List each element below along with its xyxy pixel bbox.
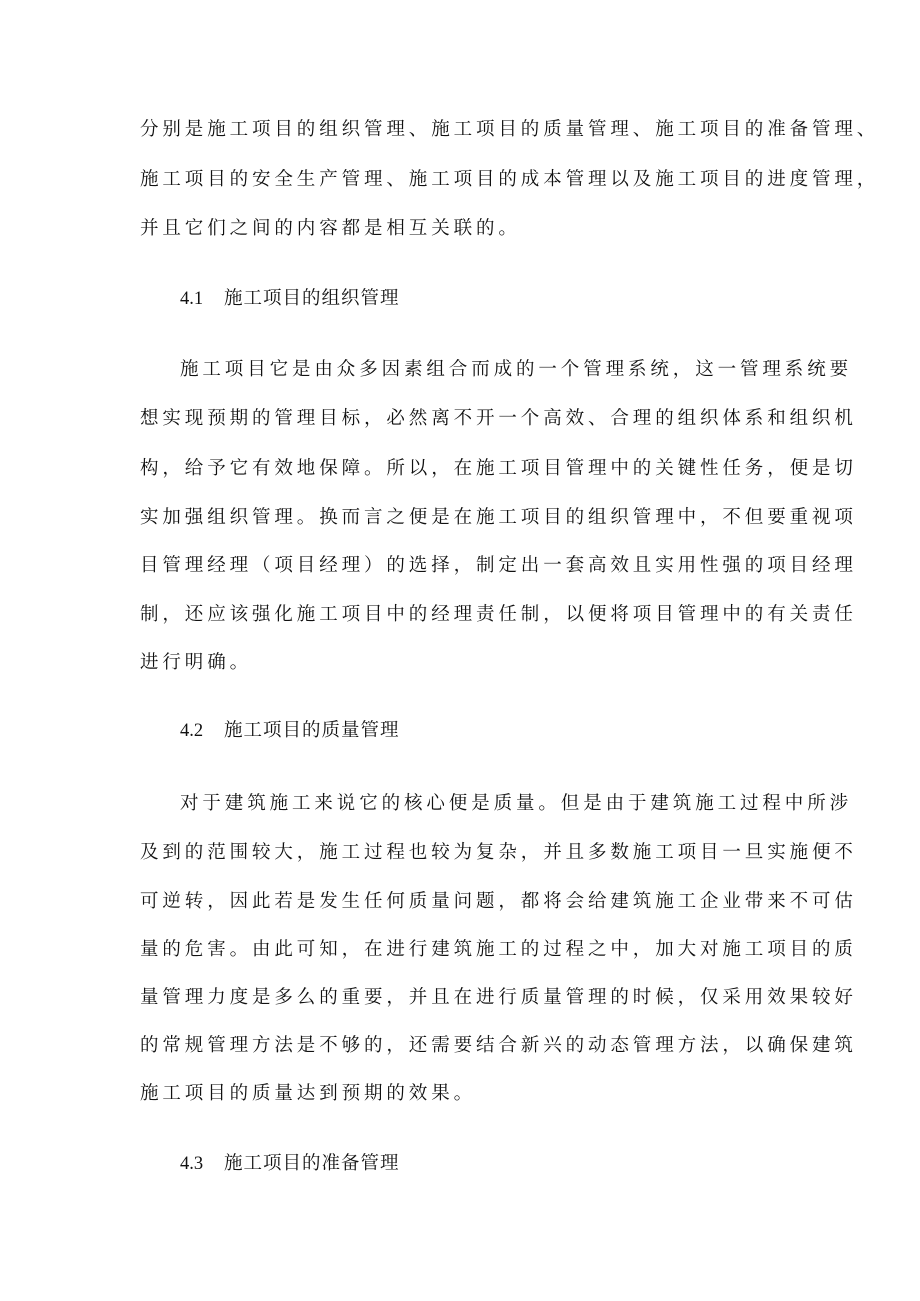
paragraph-line: 量的危害。由此可知，在进行建筑施工的过程之中，加大对施工项目的质 [140, 939, 857, 960]
paragraph-line: 施工项目的质量达到预期的效果。 [140, 1083, 477, 1104]
section-number: 4.2 [180, 721, 204, 741]
paragraph-line: 目管理经理（项目经理）的选择，制定出一套高效且实用性强的项目经理 [140, 555, 857, 576]
section-heading-4-3 [180, 1152, 400, 1176]
paragraph-line: 对于建筑施工来说它的核心便是质量。但是由于建筑施工过程中所涉 [180, 793, 853, 814]
section-title: 施工项目的质量管理 [224, 720, 400, 741]
section-heading-4-1 [180, 287, 400, 311]
paragraph-line: 的常规管理方法是不够的，还需要结合新兴的动态管理方法，以确保建筑 [140, 1035, 857, 1056]
paragraph-line: 量管理力度是多么的重要，并且在进行质量管理的时候，仅采用效果较好 [140, 987, 857, 1008]
paragraph-line: 制，还应该强化施工项目中的经理责任制，以便将项目管理中的有关责任 [140, 604, 857, 625]
paragraph-line: 分别是施工项目的组织管理、施工项目的质量管理、施工项目的准备管理、 [140, 119, 880, 140]
section-number: 4.1 [180, 289, 204, 309]
paragraph-line: 及到的范围较大，施工过程也较为复杂，并且多数施工项目一旦实施便不 [140, 842, 857, 863]
section-number: 4.3 [180, 1154, 204, 1174]
section-title: 施工项目的准备管理 [224, 1153, 400, 1174]
paragraph-line: 进行明确。 [140, 652, 253, 673]
paragraph-line: 并且它们之间的内容都是相互关联的。 [140, 218, 521, 239]
paragraph-line: 构，给予它有效地保障。所以，在施工项目管理中的关键性任务，便是切 [140, 458, 857, 479]
paragraph-line: 实加强组织管理。换而言之便是在施工项目的组织管理中，不但要重视项 [140, 507, 857, 528]
paragraph-line: 施工项目它是由众多因素组合而成的一个管理系统，这一管理系统要 [180, 359, 853, 380]
section-title: 施工项目的组织管理 [224, 288, 400, 309]
paragraph-line: 可逆转，因此若是发生任何质量问题，都将会给建筑施工企业带来不可估 [140, 891, 857, 912]
paragraph-line: 想实现预期的管理目标，必然离不开一个高效、合理的组织体系和组织机 [140, 408, 857, 429]
section-heading-4-2 [180, 719, 400, 743]
paragraph-line: 施工项目的安全生产管理、施工项目的成本管理以及施工项目的进度管理， [140, 169, 880, 190]
